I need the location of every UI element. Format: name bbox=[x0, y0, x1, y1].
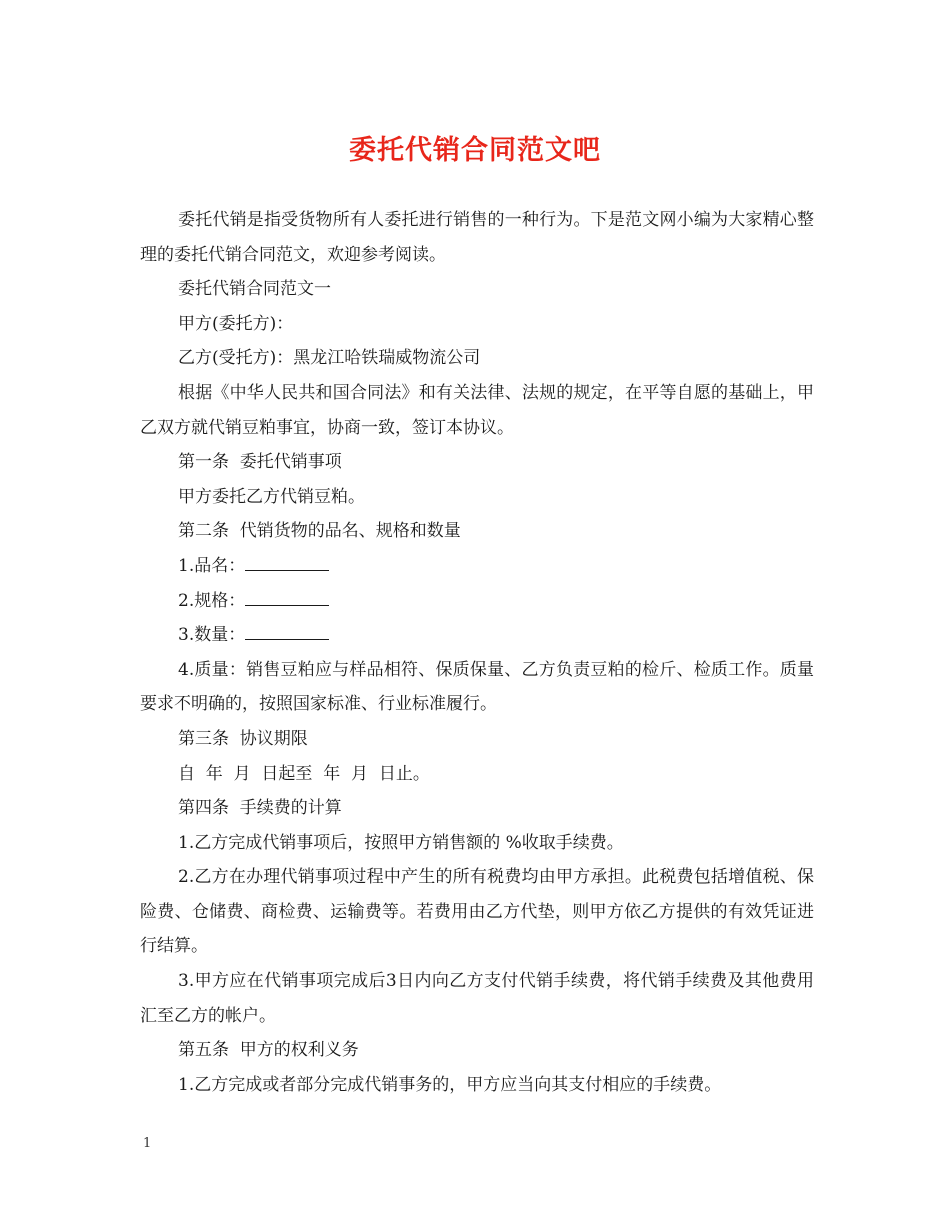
field-quantity bbox=[140, 618, 814, 653]
fee-clause-3: 3.甲方应在代销事项完成后3日内向乙方支付代销手续费，将代销手续费及其他费用汇至乙方的帐户。 bbox=[140, 971, 814, 1026]
article-2-heading: 第二条 代销货物的品名、规格和数量 bbox=[178, 521, 461, 542]
article-4-heading: 第四条 手续费的计算 bbox=[178, 798, 342, 819]
blank-line bbox=[245, 591, 329, 606]
party-b-line: 乙方(受托方)：黑龙江哈铁瑞威物流公司 bbox=[178, 348, 481, 369]
field-label: 2.规格： bbox=[178, 590, 246, 611]
intro-paragraph: 委托代销是指受货物所有人委托进行销售的一种行为。下是范文网小编为大家精心整理的委托代销合同范文，欢迎参考阅读。 bbox=[140, 210, 814, 265]
quality-paragraph: 4.质量：销售豆粕应与样品相符、保质保量、乙方负责豆粕的检斤、检质工作。质量要求不明确的，按照国家标准、行业标准履行。 bbox=[140, 659, 814, 715]
field-specification bbox=[140, 584, 814, 619]
term-line: 自 年 月 日起至 年 月 日止。 bbox=[178, 763, 430, 784]
field-product-name bbox=[140, 549, 814, 584]
fee-clause-1: 1.乙方完成代销事项后，按照甲方销售额的 %收取手续费。 bbox=[178, 832, 624, 853]
fee-clause-2: 2.乙方在办理代销事项过程中产生的所有税费均由甲方承担。此税费包括增值税、保险费、仓储费、商检费、运输费等。若费用由乙方代垫，则甲方依乙方提供的有效凭证进行结算。 bbox=[140, 867, 814, 957]
field-label: 1.品名： bbox=[178, 555, 246, 576]
document-body bbox=[140, 203, 814, 1102]
preamble-paragraph: 根据《中华人民共和国合同法》和有关法律、法规的规定，在平等自愿的基础上，甲乙双方就代销豆粕事宜，协商一致，签订本协议。 bbox=[140, 382, 814, 438]
blank-line bbox=[245, 625, 329, 640]
article-5-heading: 第五条 甲方的权利义务 bbox=[178, 1040, 359, 1061]
page-number: 1 bbox=[143, 1136, 152, 1151]
party-a-duty-1: 1.乙方完成或者部分完成代销事务的，甲方应当向其支付相应的手续费。 bbox=[178, 1074, 722, 1095]
party-a-line: 甲方(委托方)： bbox=[178, 313, 294, 334]
article-1-text: 甲方委托乙方代销豆粕。 bbox=[178, 486, 365, 507]
article-1-heading: 第一条 委托代销事项 bbox=[178, 452, 342, 473]
document-title: 委托代销合同范文吧 bbox=[349, 135, 601, 166]
field-label: 3.数量： bbox=[178, 625, 246, 646]
article-3-heading: 第三条 协议期限 bbox=[178, 728, 308, 749]
section-heading: 委托代销合同范文一 bbox=[178, 279, 331, 300]
blank-line bbox=[245, 556, 329, 571]
